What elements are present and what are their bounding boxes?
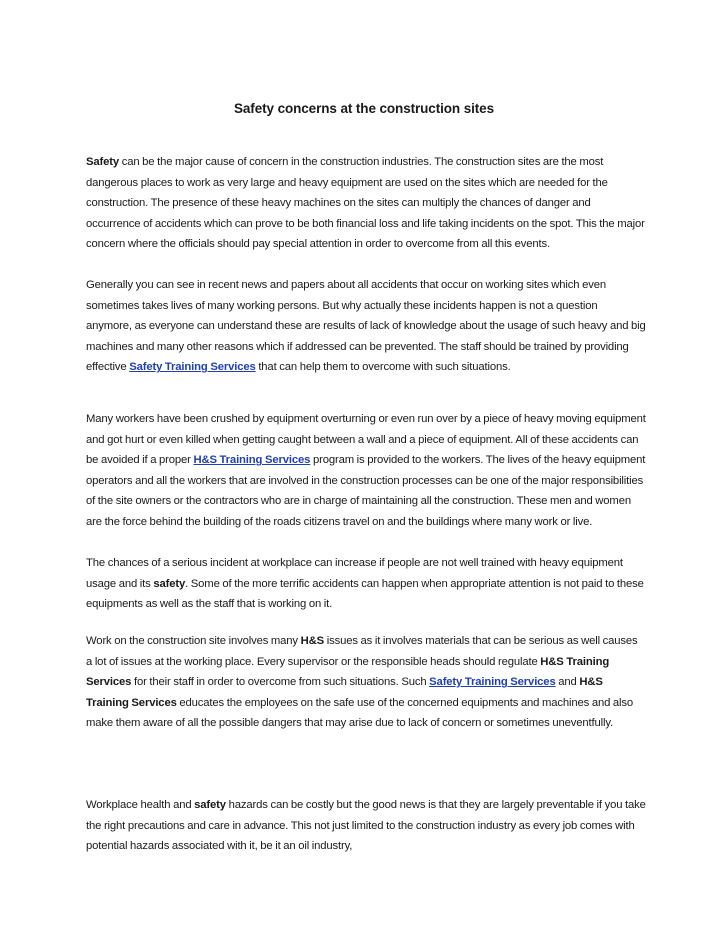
paragraph-5 [86, 631, 646, 734]
paragraph-3-text-b: program is provided to the workers. The lives of the heavy equipment operators and all the workers that are involved in the construction processes can be one of the major responsibilities of the site owners or the contractors who are in charge of maintaining all the construction. These men and women are the force behind the building of the roads citizens travel on and the buildings where many work or live. [86, 454, 646, 528]
bold-hs-training-services: H&S Training Services [86, 655, 610, 689]
bold-safety: safety [153, 577, 186, 590]
bold-safety: safety [194, 799, 226, 811]
paragraph-4 [86, 553, 646, 615]
paragraph-5-text-b: issues as it involves materials that can be serious as well causes a lot of issues at the working place. Every supervisor or the responsible heads should regulate [86, 635, 638, 668]
safety-training-services-link[interactable]: Safety Training Services [429, 676, 556, 689]
paragraph-4-text-a: The chances of a serious incident at workplace can increase if people are not well trained with heavy equipment usage and its [86, 557, 623, 590]
paragraph-6-text-a: Workplace health and [86, 799, 195, 811]
safety-training-services-link[interactable]: Safety Training Services [129, 361, 256, 374]
paragraph-5-text-a: Work on the construction site involves many [86, 635, 301, 647]
paragraph-6 [86, 795, 646, 857]
hs-training-services-link[interactable]: H&S Training Services [193, 454, 311, 467]
paragraph-5-text-c: for their staff in order to overcome from such situations. Such [131, 676, 430, 689]
paragraph-1-text: can be the major cause of concern in the construction industries. The construction sites are the most dangerous places to work as very large and heavy equipment are used on the sites which are needed for the construction. The presence of these heavy machines on the sites can multiply the chances of danger and occurrence of accidents which can prove to be both financial loss and life taking incidents on the spot. This the major concern where the officials should pay special attention in order to overcome from all this events. [86, 156, 645, 251]
bold-hs-training-services: H&S Training Services [86, 676, 603, 709]
bold-hs: H&S [300, 635, 325, 647]
paragraph-1 [86, 152, 646, 255]
bold-safety: Safety [86, 156, 120, 168]
paragraph-4-text-b: . Some of the more terrific accidents can happen when appropriate attention is not paid to these equipments as well as the staff that is working on it. [86, 577, 644, 611]
paragraph-5-text-e: educates the employees on the safe use of the concerned equipments and machines and also make them aware of all the possible dangers that may arise due to lack of concern or sometimes uneventfully. [86, 696, 634, 730]
paragraph-2-text-a: Generally you can see in recent news and papers about all accidents that occur on working sites which even sometimes takes lives of many working persons. But why actually these incidents happen is not a question anymore, as everyone can understand these are results of lack of knowledge about the usage of such heavy and big machines and many other reasons which if addressed can be prevented. The staff should be trained by providing effective [86, 279, 646, 374]
paragraph-3-text-a: Many workers have been crushed by equipment overturning or even run over by a piece of heavy moving equipment and got hurt or even killed when getting caught between a wall and a piece of equipment. All of these accidents can be avoided if a proper [86, 413, 646, 467]
paragraph-5-text-d: and [555, 676, 580, 689]
paragraph-6-text-b: hazards can be costly but the good news is that they are largely preventable if you take the right precautions and care in advance. This not just limited to the construction industry as every job comes with potential hazards associated with it, be it an oil industry, [86, 799, 646, 853]
page-title: Safety concerns at the construction sites [234, 101, 494, 116]
paragraph-2 [86, 275, 646, 378]
paragraph-3 [86, 409, 646, 533]
paragraph-2-text-b: that can help them to overcome with such situations. [255, 361, 511, 374]
